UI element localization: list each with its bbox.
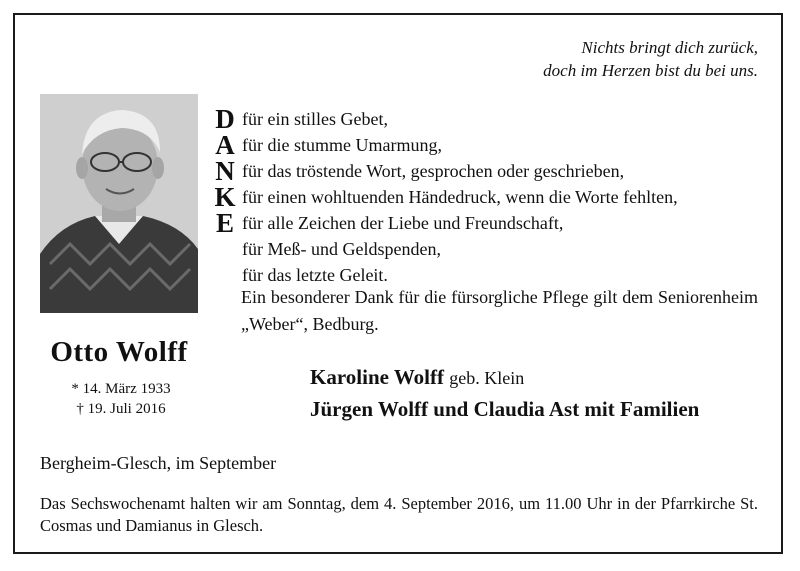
death-date: † 19. Juli 2016 (76, 401, 166, 417)
memorial-mass-notice: Das Sechswochenamt halten wir am Sonntag, dem 4. September 2016, um 11.00 Uhr in der Pfarrkirche St. Cosmas und Damianus in Glesch. (40, 494, 758, 535)
deceased-name: Otto Wolff (50, 336, 188, 368)
danke-row (212, 234, 758, 260)
danke-row (212, 260, 758, 286)
acrostic-letter: N (215, 156, 235, 186)
place-date: Bergheim-Glesch, im September (40, 453, 277, 473)
motto (543, 36, 758, 82)
life-dates (40, 379, 202, 419)
acrostic-letter: K (214, 182, 236, 212)
danke-row (212, 156, 758, 186)
danke-row (212, 104, 758, 134)
acrostic-letter: A (215, 130, 235, 160)
motto-line-1: Nichts bringt dich zurück, (581, 38, 758, 57)
danke-row (212, 182, 758, 212)
acrostic-letter: D (215, 104, 235, 134)
danke-line: für die stumme Umarmung, (242, 135, 442, 155)
family-line-others: Jürgen Wolff und Claudia Ast mit Familien (310, 397, 700, 421)
danke-line: für einen wohltuenden Händedruck, wenn die Worte fehlten, (242, 187, 678, 207)
danke-acrostic (212, 104, 758, 286)
family-line-widow (310, 365, 524, 390)
danke-row (212, 130, 758, 160)
acrostic-letter: E (215, 208, 234, 238)
widow-maiden-name: geb. Klein (449, 368, 525, 388)
birth-date: * 14. März 1933 (71, 381, 171, 397)
widow-name: Karoline Wolff (310, 365, 444, 389)
danke-line: für alle Zeichen der Liebe und Freundschaft, (242, 213, 564, 233)
danke-line: für ein stilles Gebet, (242, 109, 388, 129)
motto-line-2: doch im Herzen bist du bei uns. (543, 61, 758, 80)
portrait-photo (40, 94, 198, 313)
danke-line: für das tröstende Wort, gesprochen oder geschrieben, (242, 161, 625, 181)
special-thanks: Ein besonderer Dank für die fürsorgliche Pflege gilt dem Seniorenheim „Weber“, Bedburg. (241, 287, 758, 334)
danke-row (212, 208, 758, 238)
danke-line: für Meß- und Geldspenden, (242, 239, 441, 259)
portrait-image (40, 94, 198, 313)
danke-line: für das letzte Geleit. (242, 265, 388, 285)
